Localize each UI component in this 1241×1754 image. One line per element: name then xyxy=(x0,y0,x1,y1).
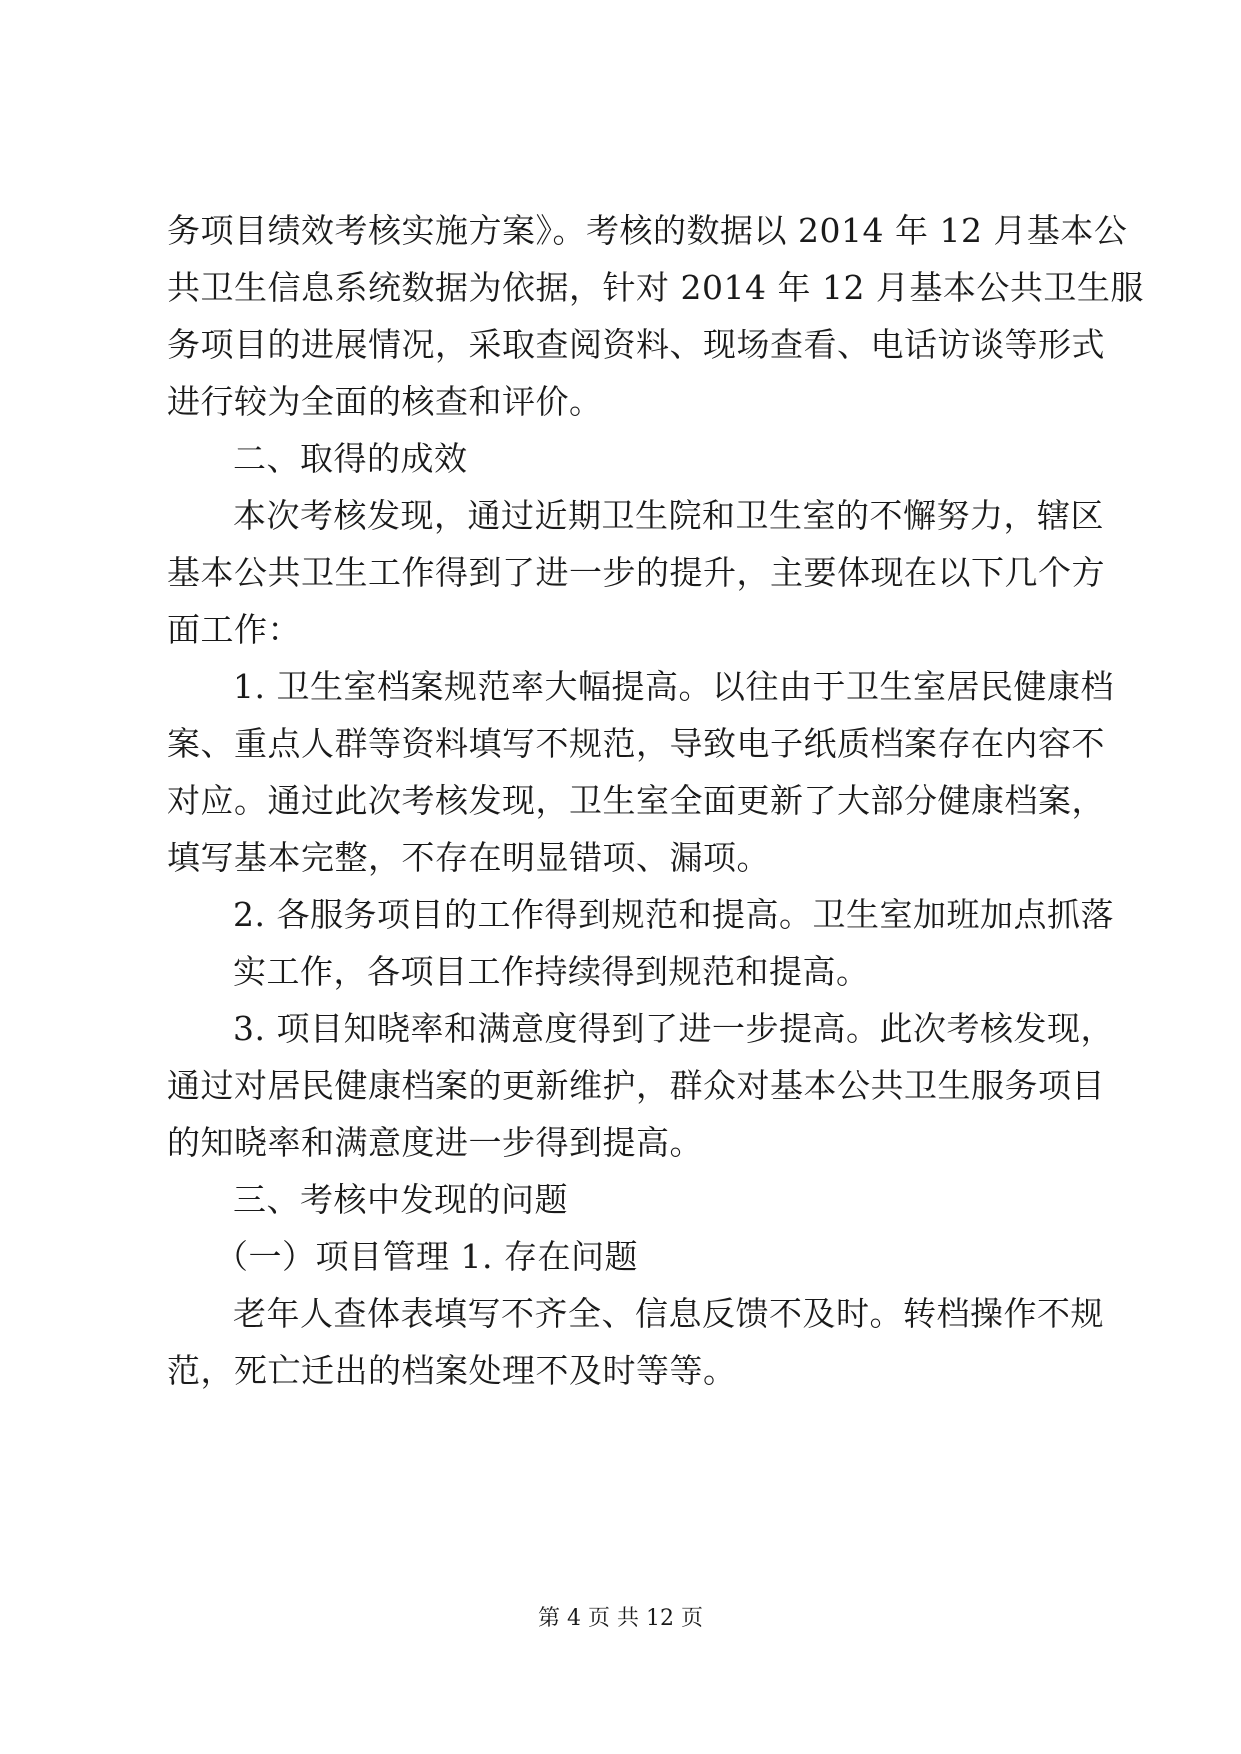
paragraph-line: 老年人查体表填写不齐全、信息反馈不及时。转档操作不规 xyxy=(233,1294,1104,1333)
section-heading: 三、考核中发现的问题 xyxy=(233,1180,568,1219)
paragraph-line: 范，死亡迁出的档案处理不及时等等。 xyxy=(167,1351,737,1390)
paragraph-line: 务项目的进展情况，采取查阅资料、现场查看、电话访谈等形式 xyxy=(167,325,1105,364)
paragraph-line: 进行较为全面的核查和评价。 xyxy=(167,382,603,421)
paragraph-line: 实工作，各项目工作持续得到规范和提高。 xyxy=(233,952,870,991)
paragraph-line: 3. 项目知晓率和满意度得到了进一步提高。此次考核发现， xyxy=(233,1009,1114,1048)
paragraph-line: 共卫生信息系统数据为依据，针对 2014 年 12 月基本公共卫生服 xyxy=(167,268,1144,307)
page-number-footer: 第 4 页 共 12 页 xyxy=(538,1606,703,1631)
paragraph-line: 2. 各服务项目的工作得到规范和提高。卫生室加班加点抓落 xyxy=(233,895,1114,934)
paragraph-line: 基本公共卫生工作得到了进一步的提升，主要体现在以下几个方 xyxy=(167,553,1105,592)
paragraph-line: 本次考核发现，通过近期卫生院和卫生室的不懈努力，辖区 xyxy=(233,496,1104,535)
paragraph-line: 填写基本完整，不存在明显错项、漏项。 xyxy=(167,838,770,877)
paragraph-line: 务项目绩效考核实施方案》。考核的数据以 2014 年 12 月基本公 xyxy=(167,211,1128,250)
paragraph-line: 对应。通过此次考核发现，卫生室全面更新了大部分健康档案， xyxy=(167,781,1105,820)
paragraph-line: 通过对居民健康档案的更新维护，群众对基本公共卫生服务项目 xyxy=(167,1066,1105,1105)
section-heading: 二、取得的成效 xyxy=(233,439,468,478)
paragraph-line: 1. 卫生室档案规范率大幅提高。以往由于卫生室居民健康档 xyxy=(233,667,1114,706)
subsection-heading: （一）项目管理 1. 存在问题 xyxy=(215,1237,638,1276)
paragraph-line: 案、重点人群等资料填写不规范，导致电子纸质档案存在内容不 xyxy=(167,724,1105,763)
paragraph-line: 面工作： xyxy=(167,610,301,649)
paragraph-line: 的知晓率和满意度进一步得到提高。 xyxy=(167,1123,703,1162)
